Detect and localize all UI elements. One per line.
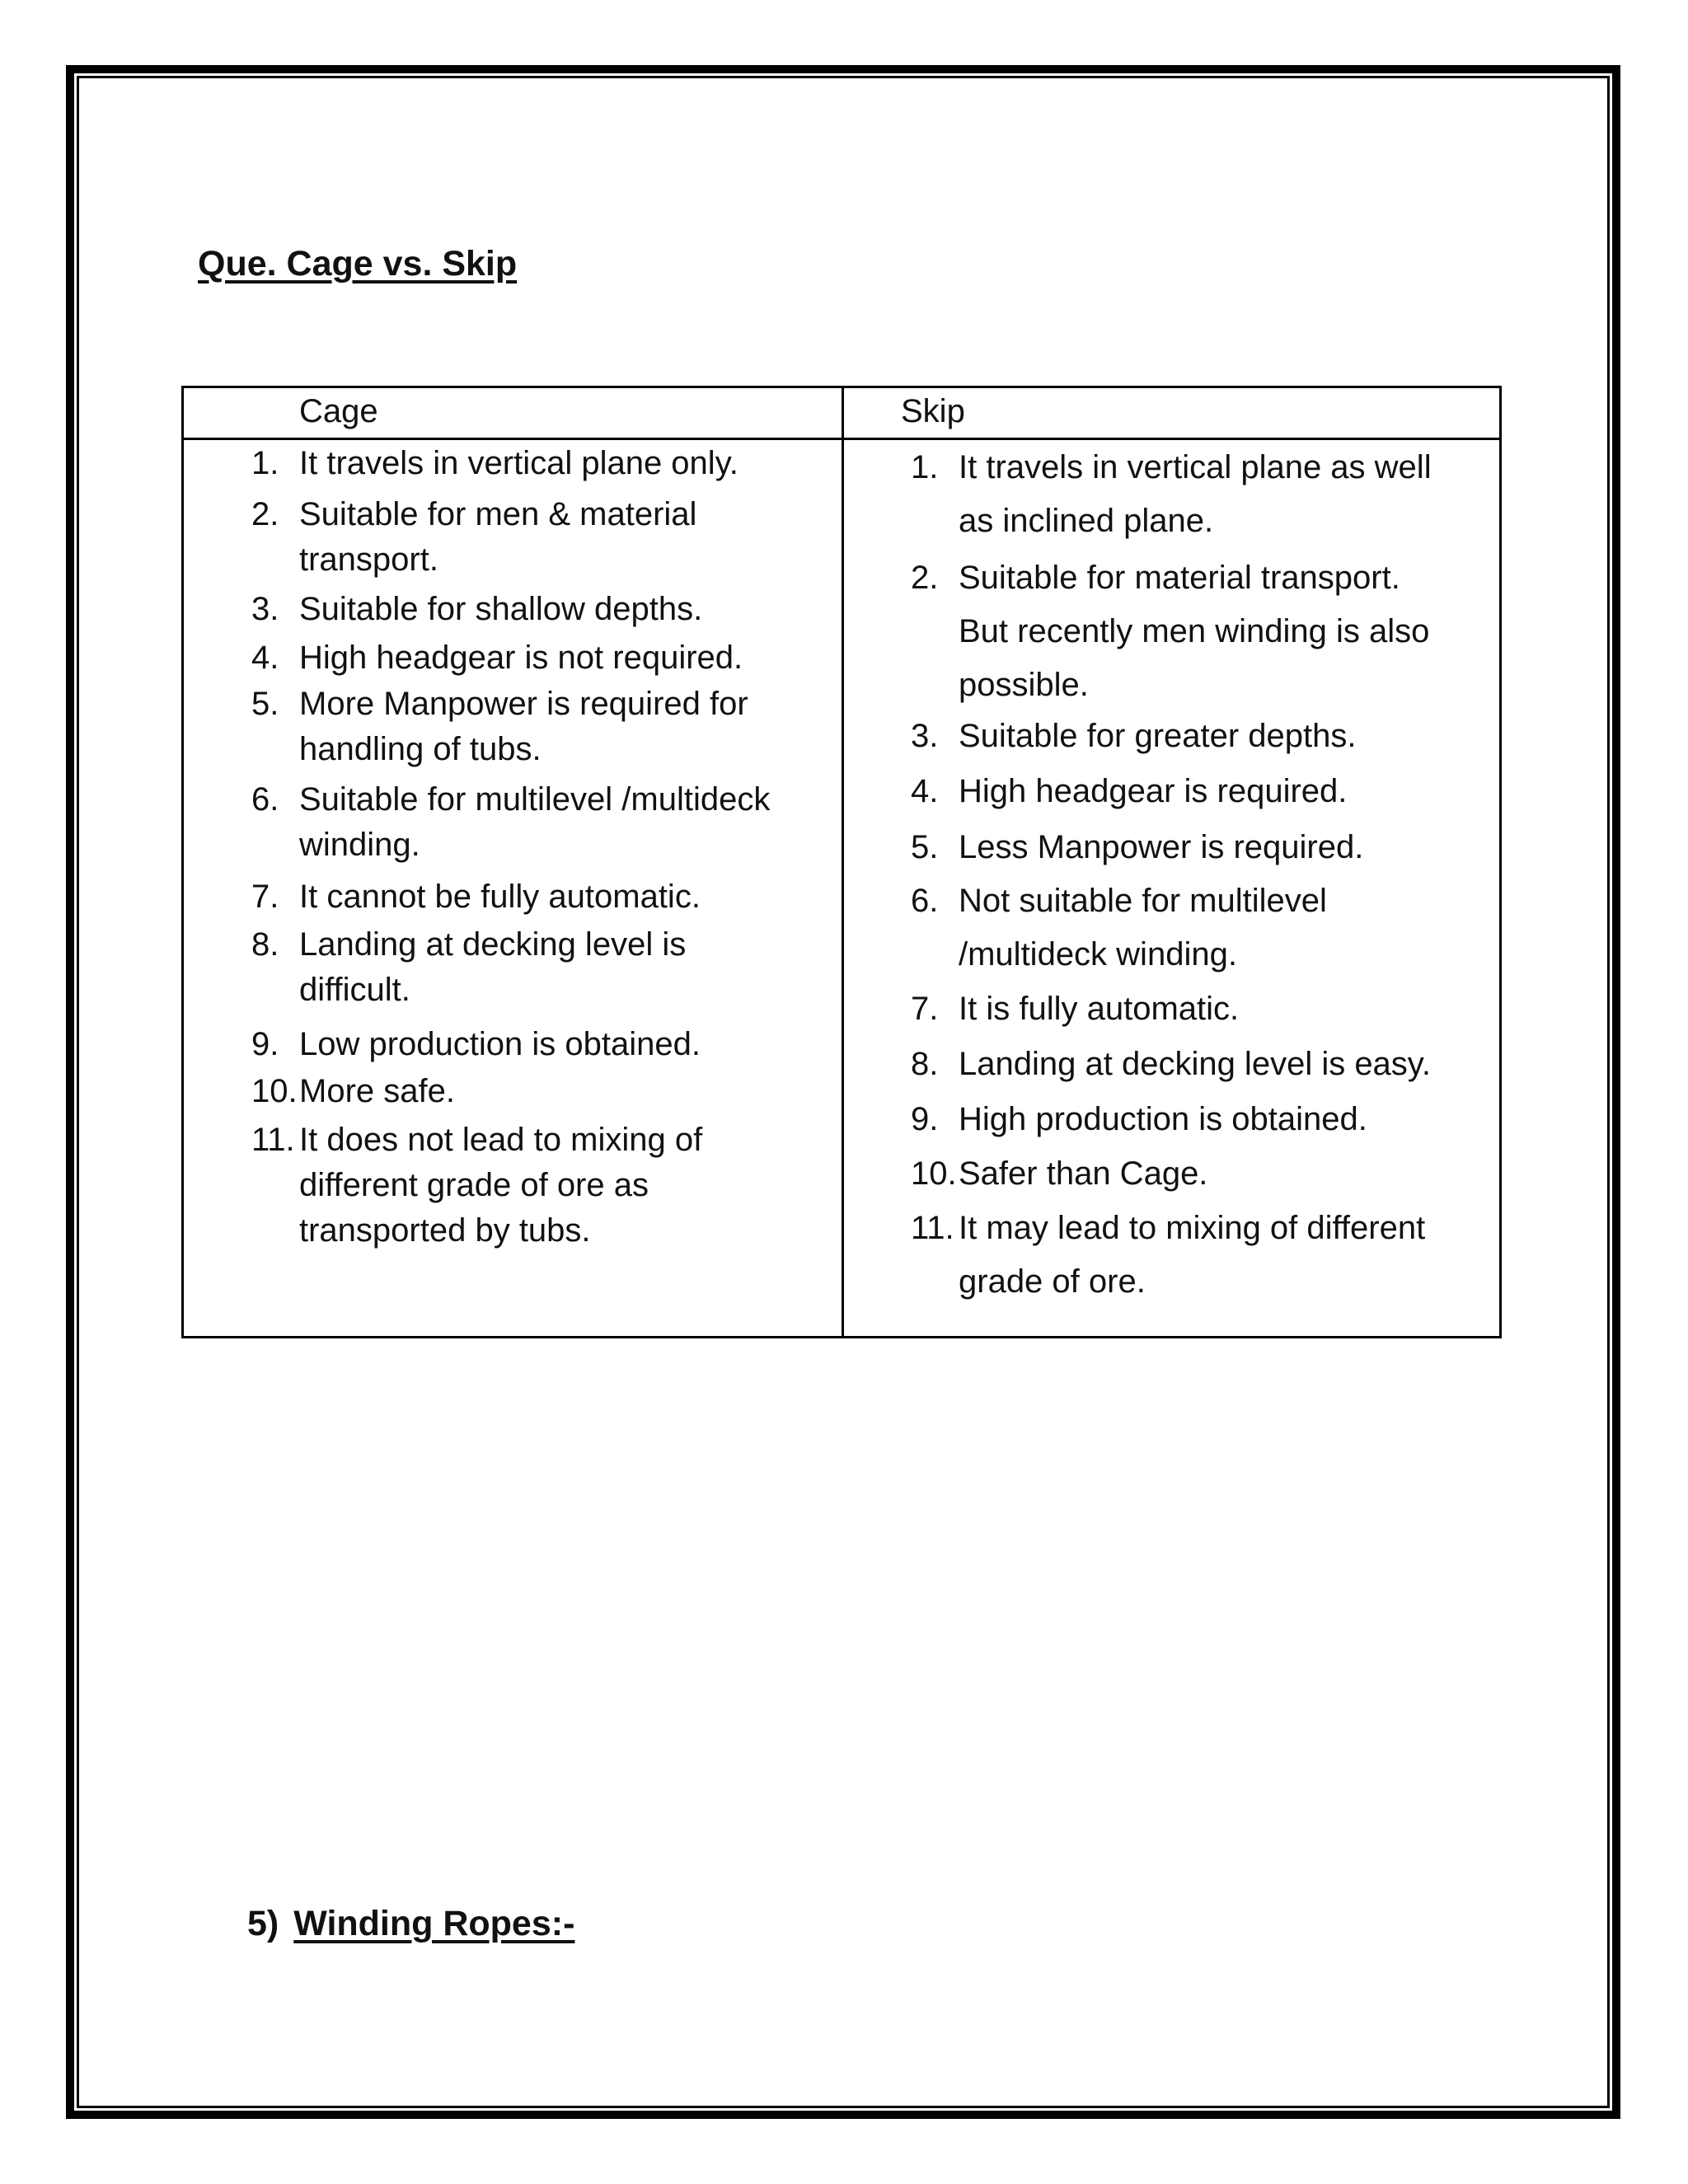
question-heading: Que. Cage vs. Skip — [198, 244, 518, 284]
item-text — [959, 765, 1347, 818]
item-number: 3. — [911, 718, 939, 754]
item-line: It is fully automatic. — [959, 991, 1240, 1027]
item-text — [959, 441, 1432, 548]
item-line: winding. — [299, 827, 420, 863]
item-text — [959, 551, 1429, 712]
item-text — [299, 1022, 701, 1067]
item-number: 8. — [911, 1046, 939, 1082]
item-line: /multideck winding. — [959, 936, 1237, 972]
item-text — [299, 777, 770, 868]
item-number: 11. — [911, 1210, 954, 1246]
item-line: Low production is obtained. — [299, 1026, 701, 1062]
item-line: High headgear is required. — [959, 773, 1348, 809]
item-number: 1. — [251, 445, 279, 481]
item-number: 10. — [251, 1073, 298, 1109]
item-line: Less Manpower is required. — [959, 829, 1364, 865]
item-line: It travels in vertical plane only. — [299, 445, 738, 481]
item-line: Safer than Cage. — [959, 1155, 1208, 1192]
item-number: 6. — [911, 883, 939, 919]
item-text — [299, 441, 738, 486]
section-heading — [247, 1904, 574, 1944]
item-number: 4. — [251, 640, 279, 676]
item-line: It travels in vertical plane as well — [959, 449, 1432, 485]
item-number: 5. — [911, 829, 939, 865]
item-line: handling of tubs. — [299, 731, 542, 767]
item-line: grade of ore. — [959, 1263, 1146, 1300]
item-text — [959, 874, 1327, 982]
item-number: 9. — [251, 1026, 279, 1062]
item-line: It may lead to mixing of different — [959, 1210, 1426, 1246]
item-number: 6. — [251, 781, 279, 818]
item-line: Landing at decking level is easy. — [959, 1046, 1431, 1082]
item-line: Landing at decking level is — [299, 926, 687, 963]
item-number: 7. — [911, 991, 939, 1027]
item-text — [299, 587, 702, 632]
item-text — [959, 1093, 1367, 1146]
item-line: transported by tubs. — [299, 1212, 591, 1249]
item-line: possible. — [959, 667, 1089, 703]
item-line: Suitable for men & material — [299, 496, 697, 532]
item-line: different grade of ore as — [299, 1167, 649, 1203]
column-header-skip: Skip — [901, 393, 965, 429]
comparison-table — [181, 386, 1502, 1338]
item-text — [959, 821, 1363, 874]
section-title: Winding Ropes:- — [293, 1904, 575, 1943]
item-number: 3. — [251, 591, 279, 627]
header-divider — [184, 438, 1499, 440]
item-text — [299, 874, 701, 920]
item-line: Suitable for greater depths. — [959, 718, 1357, 754]
item-line: Suitable for material transport. — [959, 560, 1400, 596]
item-line: It does not lead to mixing of — [299, 1122, 703, 1158]
item-text — [959, 1038, 1431, 1091]
column-header-cage: Cage — [299, 393, 378, 429]
item-number: 11. — [251, 1122, 295, 1158]
item-number: 1. — [911, 449, 939, 485]
item-text — [959, 1147, 1207, 1201]
item-line: More Manpower is required for — [299, 686, 748, 722]
item-line: More safe. — [299, 1073, 455, 1109]
item-line: Suitable for multilevel /multideck — [299, 781, 771, 818]
item-text — [299, 492, 696, 583]
item-text — [299, 922, 686, 1013]
item-number: 4. — [911, 773, 939, 809]
item-text — [299, 1069, 455, 1114]
item-line: difficult. — [299, 972, 410, 1008]
item-text — [959, 710, 1357, 763]
item-line: High headgear is not required. — [299, 640, 743, 676]
item-text — [299, 1118, 702, 1254]
item-line: transport. — [299, 541, 438, 578]
item-line: Suitable for shallow depths. — [299, 591, 703, 627]
item-number: 9. — [911, 1101, 939, 1137]
item-line: But recently men winding is also — [959, 613, 1430, 649]
column-divider — [842, 388, 844, 1336]
item-text — [959, 1202, 1425, 1309]
item-line: It cannot be fully automatic. — [299, 879, 701, 915]
item-text — [299, 682, 748, 772]
item-text — [299, 635, 743, 681]
item-number: 10. — [911, 1155, 957, 1192]
item-line: as inclined plane. — [959, 503, 1214, 539]
section-number: 5) — [247, 1904, 279, 1943]
item-line: High production is obtained. — [959, 1101, 1367, 1137]
item-number: 2. — [251, 496, 279, 532]
item-number: 5. — [251, 686, 279, 722]
item-number: 8. — [251, 926, 279, 963]
item-number: 2. — [911, 560, 939, 596]
item-number: 7. — [251, 879, 279, 915]
item-text — [959, 982, 1239, 1036]
item-line: Not suitable for multilevel — [959, 883, 1327, 919]
